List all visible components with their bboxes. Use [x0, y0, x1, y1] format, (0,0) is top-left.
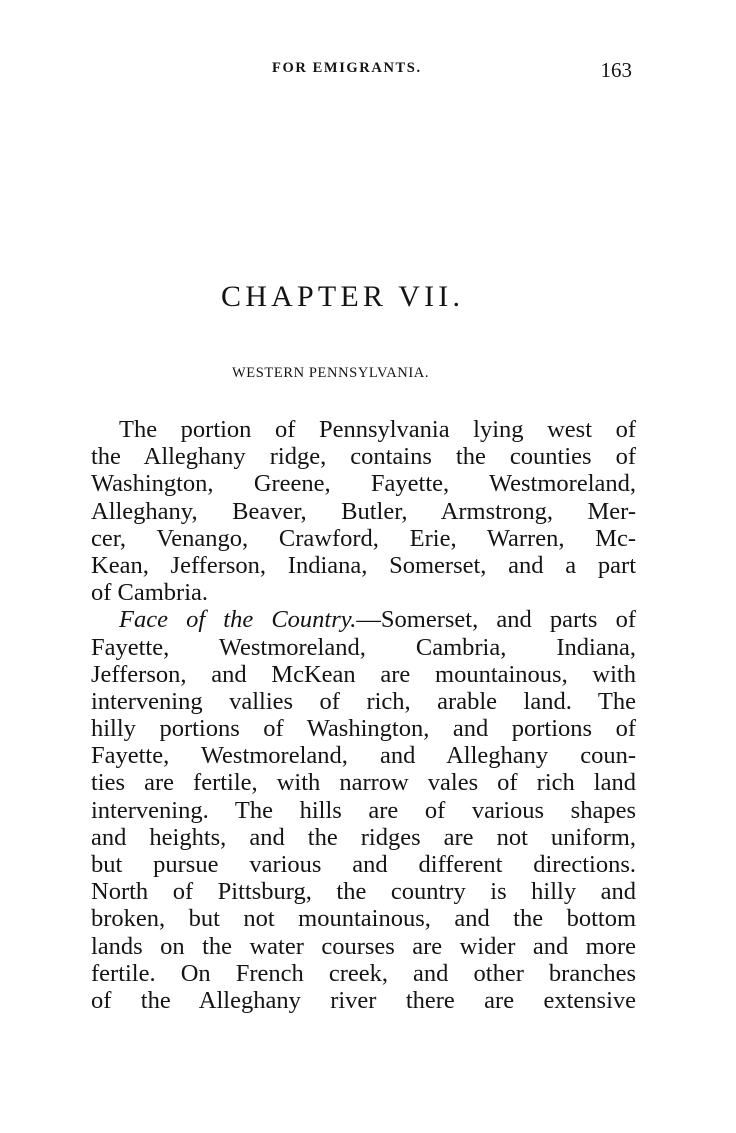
paragraph-2-line-1: [91, 606, 636, 633]
paragraph-2-line-13: lands on the water courses are wider and more: [91, 932, 636, 960]
paragraph-2-line-4: intervening vallies of rich, arable land. The: [91, 687, 636, 715]
body-text: [91, 416, 636, 1014]
section-heading-face-of-country: Face of the Country.: [119, 606, 357, 634]
section-title: WESTERN PENNSYLVANIA.: [232, 365, 430, 381]
paragraph-2-line-1-text: —Somerset, and parts of: [356, 606, 636, 634]
paragraph-2-line-9: and heights, and the ridges are not uniform,: [91, 823, 636, 851]
paragraph-2-line-10: but pursue various and different directions.: [91, 851, 636, 878]
paragraph-2-line-3: Jefferson, and McKean are mountainous, with: [91, 660, 636, 688]
paragraph-2-line-15: of the Alleghany river there are extensive: [91, 986, 636, 1014]
paragraph-2-line-11: North of Pittsburg, the country is hilly and: [91, 878, 636, 906]
running-head: FOR EMIGRANTS.: [272, 60, 422, 76]
paragraph-1-line-3: Washington, Greene, Fayette, Westmoreland,: [91, 470, 636, 498]
paragraph-1-line-7: of Cambria.: [91, 579, 209, 607]
chapter-title: CHAPTER VII.: [221, 280, 465, 313]
paragraph-1-line-4: Alleghany, Beaver, Butler, Armstrong, Mer-: [91, 497, 636, 525]
paragraph-2-line-5: hilly portions of Washington, and portions of: [91, 715, 636, 743]
page-number: 163: [600, 58, 632, 82]
paragraph-2-line-14: fertile. On French creek, and other branches: [91, 959, 636, 987]
paragraph-2-line-7: ties are fertile, with narrow vales of rich land: [91, 769, 636, 797]
paragraph-2-line-8: intervening. The hills are of various shapes: [91, 796, 636, 824]
paragraph-2-line-12: broken, but not mountainous, and the bottom: [91, 905, 636, 933]
paragraph-2-line-2: Fayette, Westmoreland, Cambria, Indiana,: [91, 633, 636, 661]
paragraph-1-line-2: the Alleghany ridge, contains the counties of: [91, 443, 636, 471]
paragraph-1-line-6: Kean, Jefferson, Indiana, Somerset, and a part: [91, 551, 636, 579]
paragraph-2-line-6: Fayette, Westmoreland, and Alleghany coun-: [91, 742, 636, 770]
paragraph-1-line-1: The portion of Pennsylvania lying west of: [119, 416, 636, 443]
paragraph-1-line-5: cer, Venango, Crawford, Erie, Warren, Mc-: [91, 524, 636, 552]
